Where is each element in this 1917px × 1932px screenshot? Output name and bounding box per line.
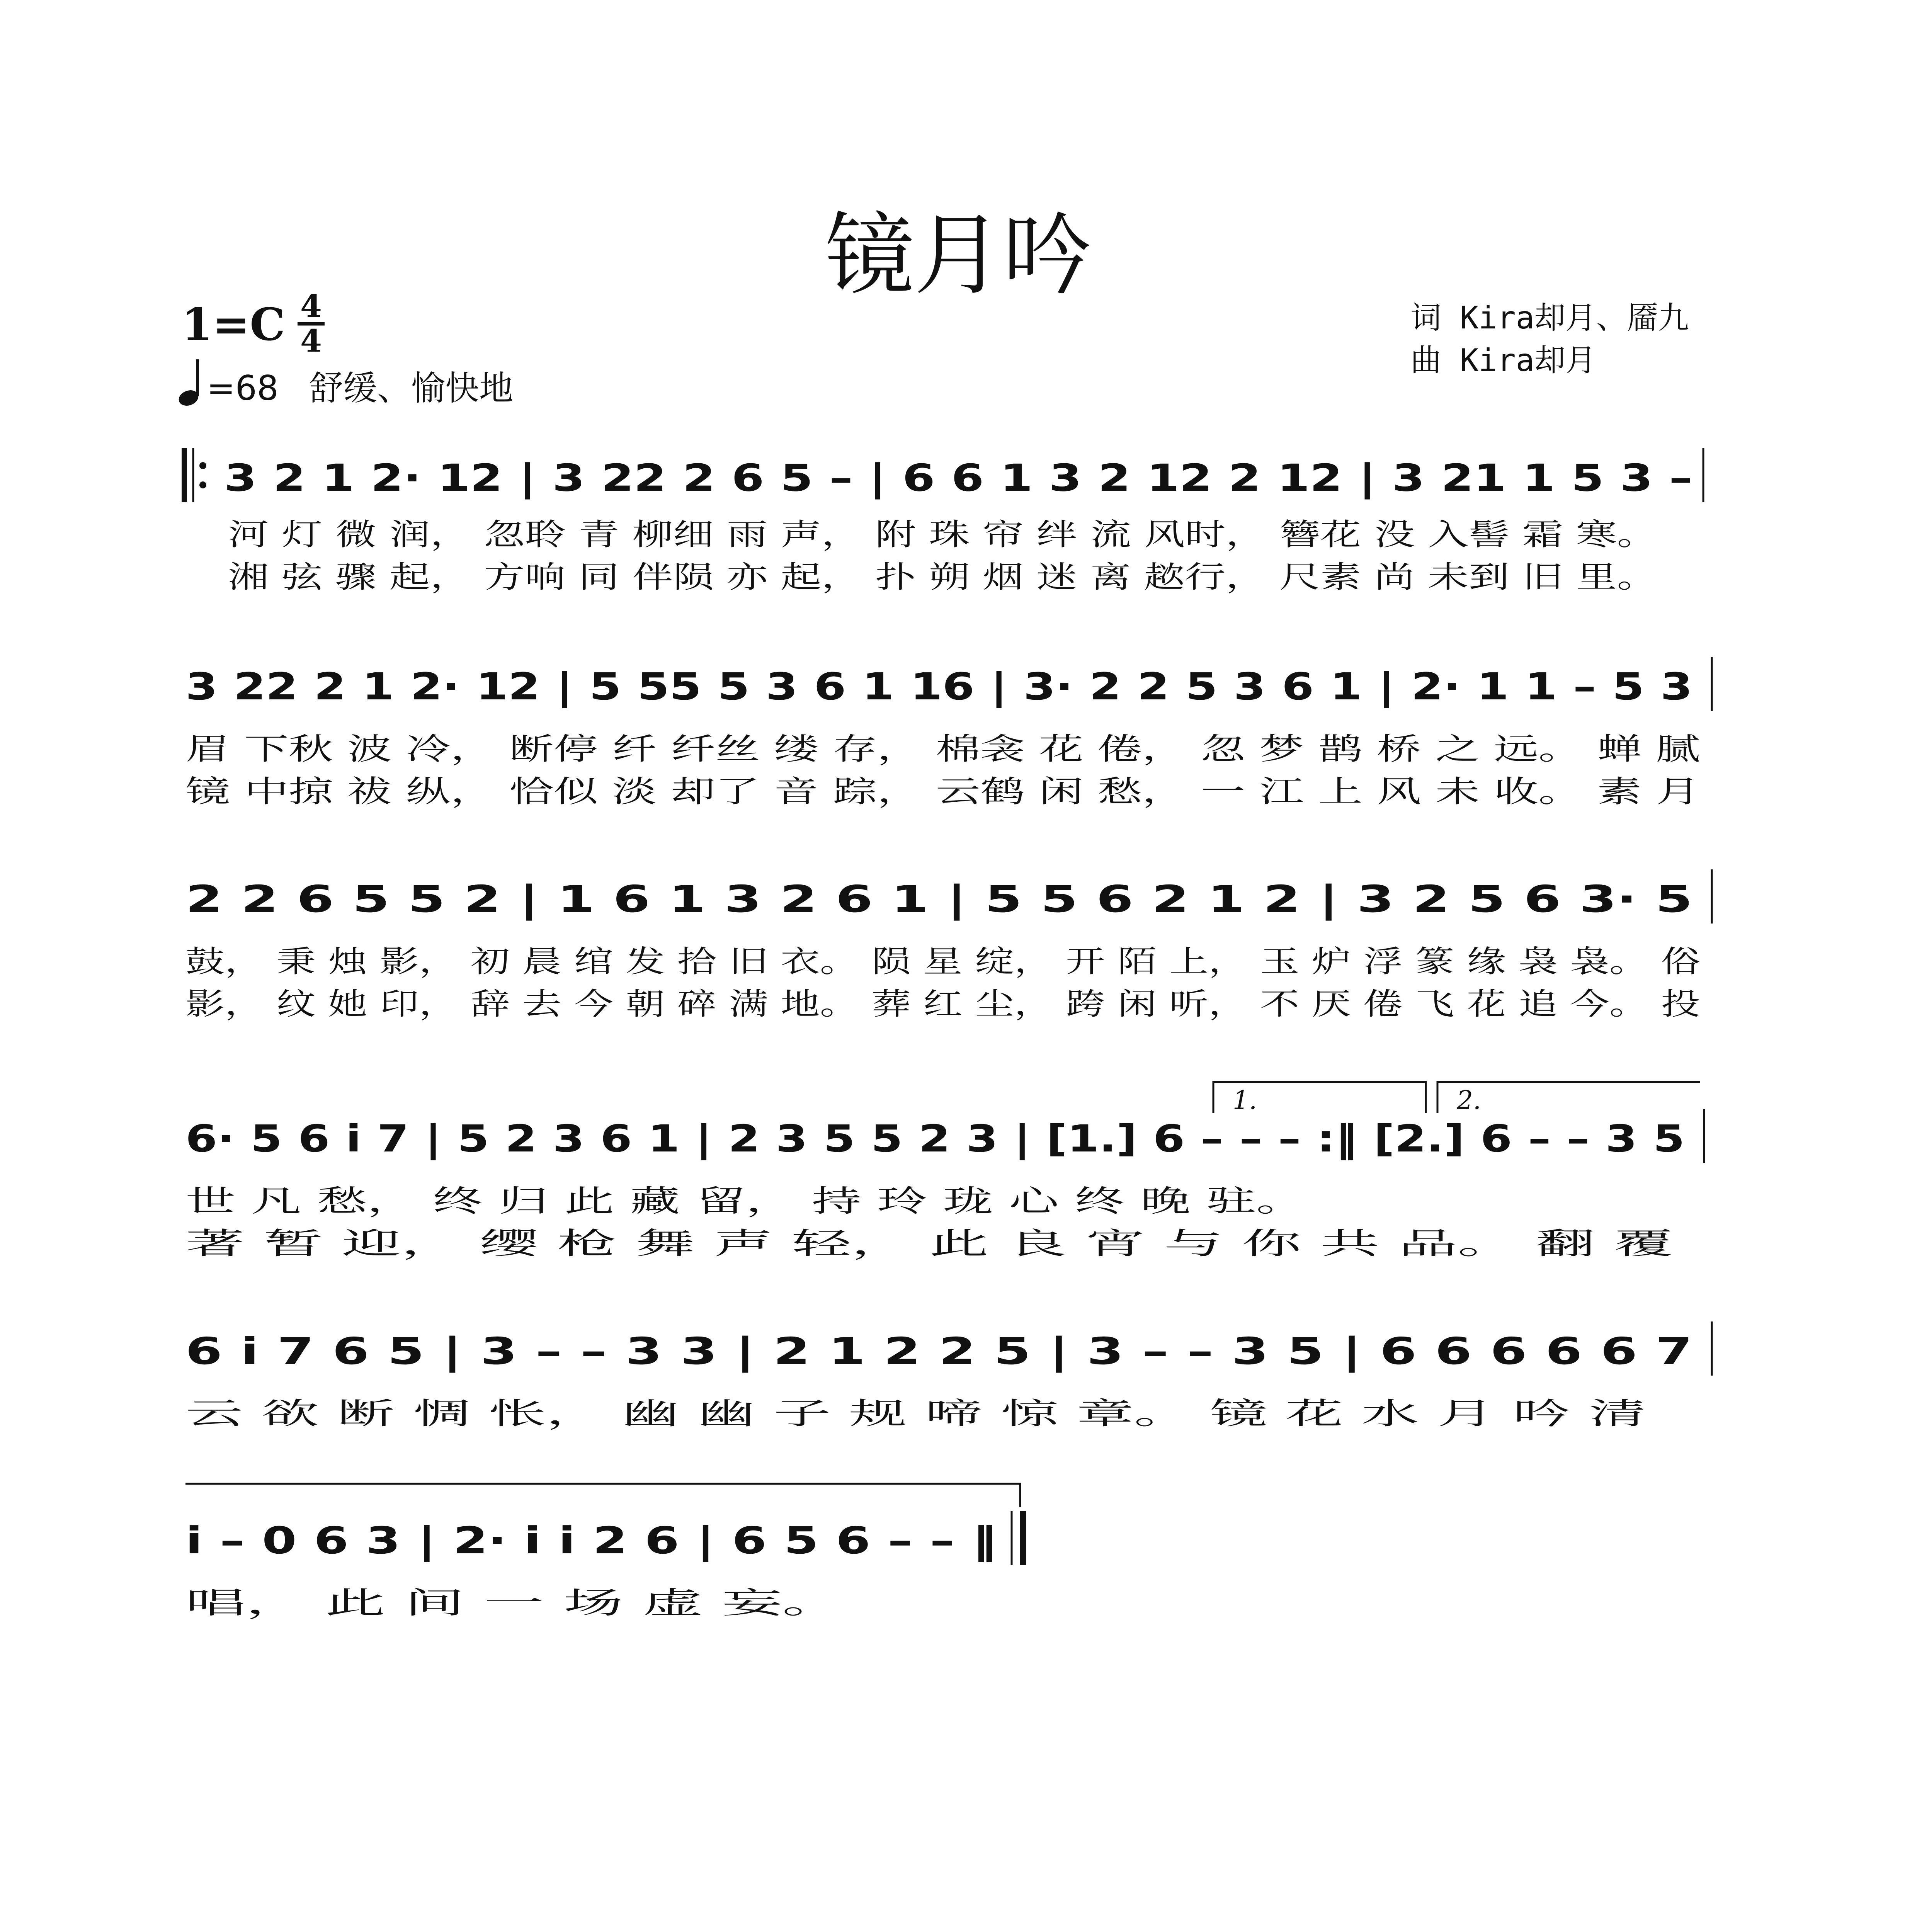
time-signature-bottom: 4 [300,323,322,359]
system-3 [185,869,1712,1022]
lyric-line-2-verse-1: 眉 下秋 波 冷， 断停 纤 纤丝 缕 存， 棉衾 花 倦， 忽 梦 鹊 桥 之 远。 蝉 腻 [185,732,1700,767]
notation-line-4: 6· 5 6 i 7 | 5 2 3 6 1 | 2 3 5 5 2 3 | [1.] 6 – – – :‖ [2.] 6 – – 3 5 [185,1117,1405,1160]
key-signature: 1=C [182,299,285,351]
volta-1-label: 1. [1233,1085,1257,1115]
volta-bracket-2 [1437,1082,1700,1115]
final-barline [1020,1511,1026,1565]
lyric-line-4-verse-2: 著 暂 迎， 缨 枪 舞 声 轻， 此 良 宵 与 你 共 品。 翻 覆 [185,1226,1673,1261]
quarter-note-icon [177,359,201,408]
lyric-line-4-verse-1: 世 凡 愁， 终 归 此 藏 留， 持 玲 珑 心 终 晚 驻。 [185,1184,1306,1219]
tempo-bpm: =68 [207,368,279,408]
system-1 [182,448,1703,595]
notation-line-6: i – 0 6 3 | 2· i i 2 6 | 6 5 6 – – ‖ [185,1519,791,1562]
lyricist-credit: 词 Kira却月、靥九 [1410,300,1689,336]
lyric-line-1-verse-2: 湘 弦 骤 起， 方响 同 伴陨 亦 起， 扑 朔 烟 迷 离 趑行， 尺素 尚 未到 旧 里。 [228,560,1658,595]
notation-line-3: 2 2 6 5 5 2 | 1 6 1 3 2 6 1 | 5 5 6 2 1 2 | 3 2 5 6 3· 5 [185,878,1234,921]
tempo-expression: 舒缓、愉快地 [309,368,514,408]
composer-credit: 曲 Kira却月 [1410,342,1596,378]
notation-line-5: 6 i 7 6 5 | 3 – – 3 3 | 2 1 2 2 5 | 3 – – 3 5 | 6 6 6 6 6 7 [185,1330,1243,1373]
system-6 [185,1484,1026,1621]
lyric-line-3-verse-2: 影， 纹 她 印， 辞 去 今 朝 碎 满 地。 葬 红 尘， 跨 闲 听， 不 厌 倦 飞 花 追 今。 投 [185,987,1700,1022]
system-2 [185,657,1712,809]
volta-bracket-1 [1213,1082,1426,1115]
page-title: 镜月吟 [825,204,1092,307]
lyric-line-1-verse-1: 河 灯 微 润， 忽聆 青 柳细 雨 声， 附 珠 帘 绊 流 风时， 簪花 没 入髻 霜 寒。 [228,517,1658,552]
time-signature-top: 4 [300,288,322,324]
volta-2-label: 2. [1457,1085,1481,1115]
system-5 [185,1321,1712,1431]
segno-bracket [185,1484,1020,1507]
system-4 [185,1082,1704,1261]
time-signature [298,288,325,359]
lyric-line-6: 唱， 此 间 一 场 虚 妄。 [185,1586,842,1621]
lyric-line-5: 云 欲 断 惆 怅， 幽 幽 子 规 啼 惊 章。 镜 花 水 月 吟 清 [185,1396,1646,1431]
notation-line-2: 3 22 2 1 2· 12 | 5 55 5 3 6 1 16 | 3· 2 2 5 3 6 1 | 2· 1 1 – 5 3 [185,665,1397,708]
notation-line-1: 3 2 1 2· 12 | 3 22 2 6 5 – | 6 6 1 3 2 12 2 12 | 3 21 1 5 3 – [224,456,1388,500]
lyric-line-3-verse-1: 鼓， 秉 烛 影， 初 晨 绾 发 拾 旧 衣。 陨 星 绽， 开 陌 上， 玉 炉 浮 篆 缘 袅 袅。 俗 [185,944,1700,979]
lyric-line-2-verse-2: 镜 中掠 祓 纵， 恰似 淡 却了 音 踪， 云鹤 闲 愁， 一 江 上 风 未 收。 素 月 [185,774,1700,809]
